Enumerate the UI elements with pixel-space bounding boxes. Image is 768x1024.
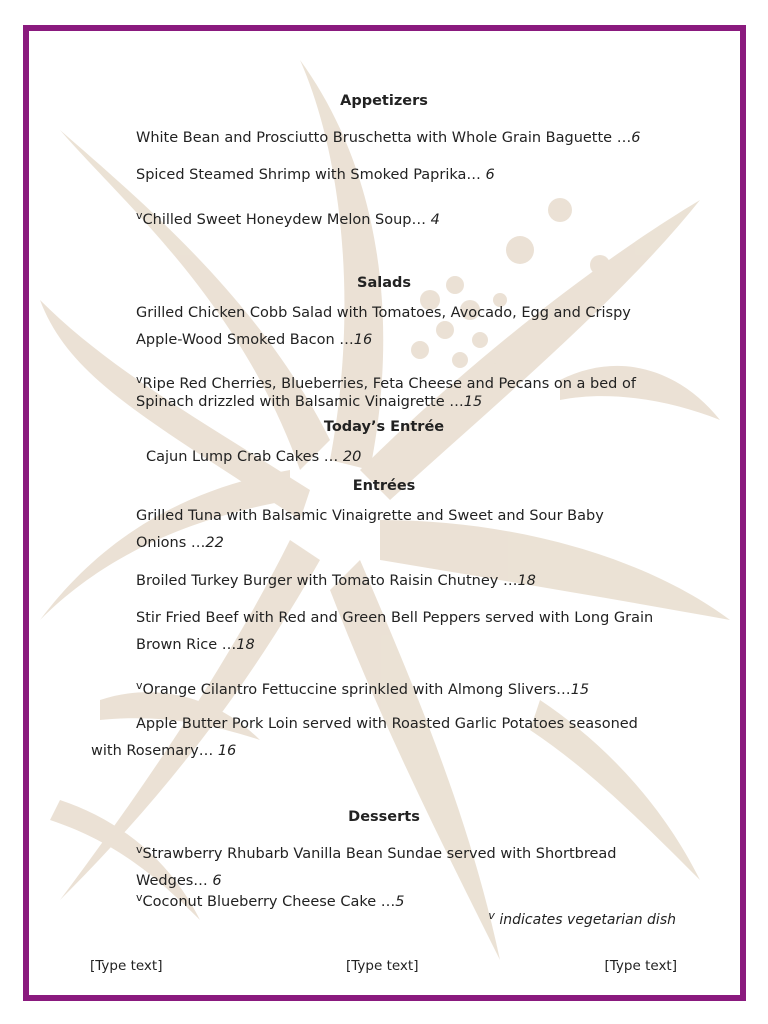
section-title-entrees: Entrées — [352, 478, 416, 494]
footer-right-placeholder[interactable]: [Type text] — [604, 958, 677, 974]
vegetarian-mark: v — [136, 891, 143, 904]
menu-item: Grilled Chicken Cobb Salad with Tomatoes, Avocado, Egg and Crispy Apple-Wood Smoked Bacon …16 — [136, 305, 631, 348]
vegetarian-legend: $^v$ indicates vegetarian dish — [488, 909, 676, 928]
menu-item: Cajun Lump Crab Cakes … 20 — [146, 449, 362, 465]
menu-item: Stir Fried Beef with Red and Green Bell Peppers served with Long Grain Brown Rice …18 — [136, 610, 654, 653]
menu-item: Spiced Steamed Shrimp with Smoked Paprika… 6 — [136, 167, 495, 183]
menu-item: $^v$Coconut Blueberry Cheese Cake …5 — [136, 891, 405, 910]
menu-item: $^v$Ripe Red Cherries, Blueberries, Feta Cheese and Pecans on a bed of Spinach drizzled with Balsamic Vinaigrette …15 — [136, 373, 636, 410]
footer-left-placeholder[interactable]: [Type text] — [90, 958, 163, 974]
vegetarian-mark: v — [136, 679, 143, 692]
menu-item: $^v$Strawberry Rhubarb Vanilla Bean Sundae served with Shortbread Wedges… 6 — [136, 843, 617, 889]
menu-item: Apple Butter Pork Loin served with Roasted Garlic Potatoes seasoned with Rosemary… 16 — [91, 716, 638, 759]
menu-item: White Bean and Prosciutto Bruschetta with Whole Grain Baguette …6 — [136, 130, 641, 146]
menu-item: Broiled Turkey Burger with Tomato Raisin Chutney …18 — [136, 573, 536, 589]
section-title-appetizers: Appetizers — [340, 93, 428, 109]
section-title-salads: Salads — [357, 275, 411, 291]
vegetarian-mark: v — [136, 209, 143, 222]
section-title-desserts: Desserts — [348, 809, 420, 825]
menu-item: $^v$Orange Cilantro Fettuccine sprinkled with Almong Slivers…15 — [136, 679, 590, 698]
menu-item: $^v$Chilled Sweet Honeydew Melon Soup… 4 — [136, 209, 440, 228]
section-title-todays-entree: Today’s Entrée — [323, 419, 445, 435]
menu-item: Grilled Tuna with Balsamic Vinaigrette and Sweet and Sour Baby Onions …22 — [136, 508, 604, 551]
vegetarian-mark: v — [136, 843, 143, 856]
vegetarian-mark: v — [136, 373, 143, 386]
footer-center-placeholder[interactable]: [Type text] — [346, 958, 419, 974]
